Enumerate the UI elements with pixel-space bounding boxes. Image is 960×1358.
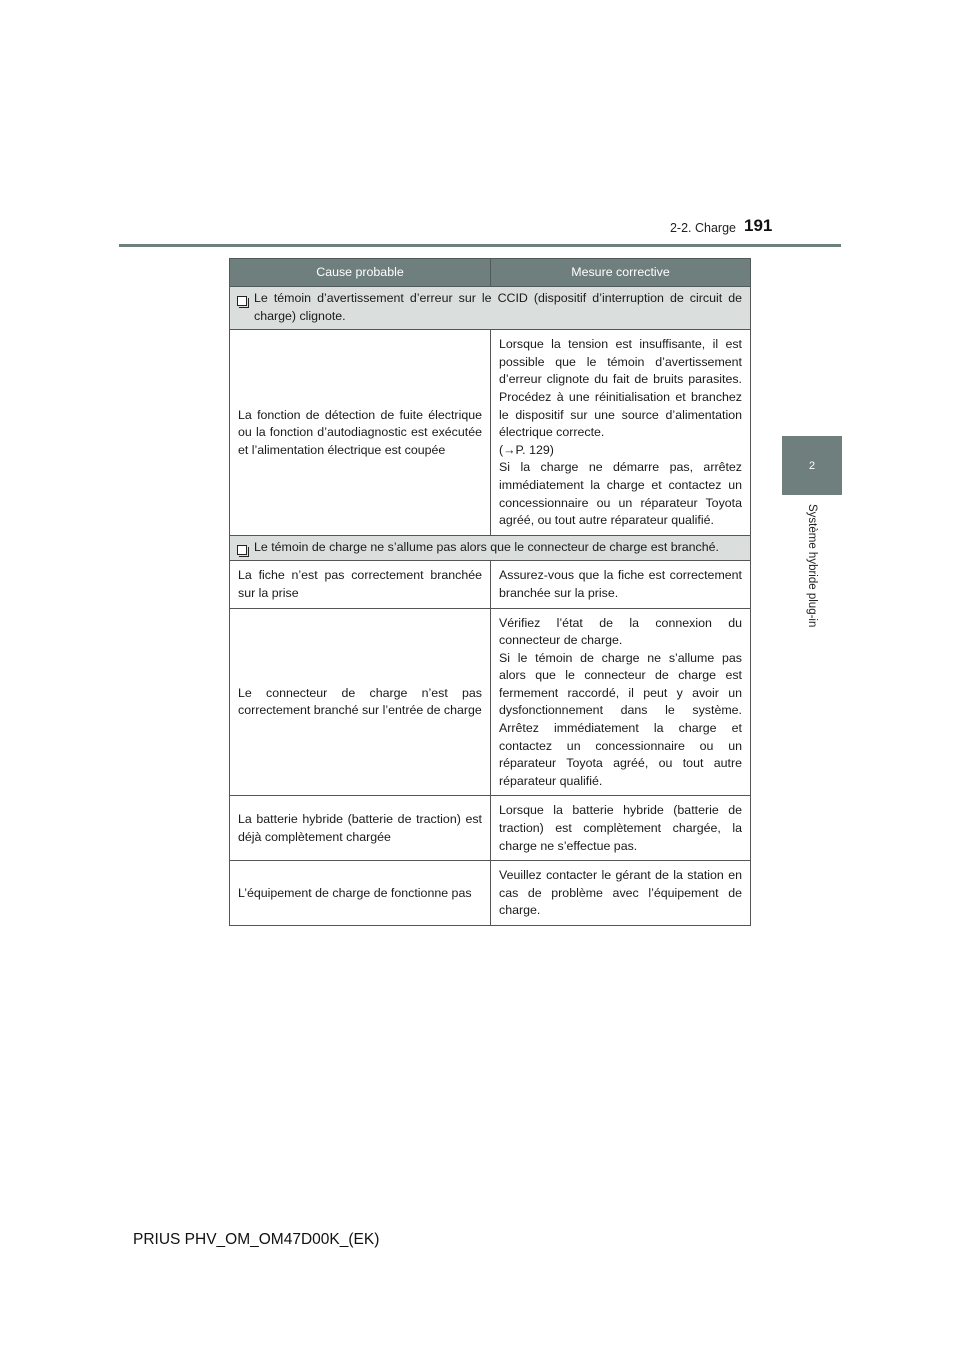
header-rule — [119, 244, 841, 247]
section-row — [230, 535, 751, 561]
table-row — [230, 608, 751, 796]
section-title-cell — [230, 535, 751, 561]
table-row — [230, 796, 751, 861]
table-row — [230, 561, 751, 608]
action-cell — [491, 608, 751, 796]
cause-cell: L’équipement de charge de fonctionne pas — [230, 861, 491, 926]
action-cell: Veuillez contacter le gérant de la station en cas de problème avec l’équipement de charge. — [491, 861, 751, 926]
cause-cell: La batterie hybride (batterie de traction) est déjà complètement chargée — [230, 796, 491, 861]
cause-cell: Le connecteur de charge n’est pas correctement branché sur l’entrée de charge — [230, 608, 491, 796]
section-title: Le témoin de charge ne s’allume pas alors que le connecteur de charge est branché. — [254, 539, 719, 554]
checkbox-bullet-icon — [237, 296, 247, 306]
document-id: PRIUS PHV_OM_OM47D00K_(EK) — [133, 1231, 380, 1248]
section-row — [230, 287, 751, 330]
action-cell — [491, 330, 751, 536]
table-row — [230, 861, 751, 926]
chapter-title-text: Système hybride plug-in — [806, 504, 818, 628]
chapter-title — [782, 504, 842, 654]
section-title: Le témoin d’avertissement d’erreur sur le CCID (dispositif d’interruption de circuit de charge) clignote. — [254, 291, 742, 323]
column-header-action: Mesure corrective — [491, 259, 751, 287]
action-extra-text: Si la charge ne démarre pas, arrêtez immédiatement la charge et contactez un concessionnaire ou un réparateur Toyota agréé, ou tout autre réparateur qualifié. — [499, 460, 742, 528]
action-text: Lorsque la tension est insuffisante, il est possible que le témoin d’avertissement d’erreur clignote du fait de bruits parasites. Procédez à une réinitialisation et branchez le dispositif sur une source d’alimentation électrique correcte. — [499, 337, 742, 440]
action-extra-text: Si le témoin de charge ne s’allume pas alors que le connecteur de charge est fermement raccordé, il peut y avoir un dysfonctionnement dans le système. Arrêtez immédiatement la charge et contactez un concessionnaire ou un réparateur Toyota agréé, ou tout autre réparateur qualifié. — [499, 650, 742, 788]
cause-cell: La fiche n’est pas correctement branchée sur la prise — [230, 561, 491, 608]
page-reference: (→P. 129) — [499, 442, 554, 457]
column-header-cause: Cause probable — [230, 259, 491, 287]
section-title-cell — [230, 287, 751, 330]
checkbox-bullet-icon — [237, 545, 247, 555]
section-label: 2-2. Charge — [669, 221, 736, 235]
troubleshooting-table — [229, 258, 751, 926]
table-row — [230, 330, 751, 536]
table-header-row — [230, 259, 751, 287]
cause-cell: La fonction de détection de fuite électrique ou la fonction d’autodiagnostic est exécutée et l’alimentation électrique est coupée — [230, 330, 491, 536]
action-text: Vérifiez l’état de la connexion du connecteur de charge. — [499, 615, 742, 648]
page-number: 191 — [744, 216, 773, 235]
action-cell: Lorsque la batterie hybride (batterie de traction) est complètement chargée, la charge ne s’effectue pas. — [491, 796, 751, 861]
action-cell: Assurez-vous que la fiche est correctement branchée sur la prise. — [491, 561, 751, 608]
chapter-tab: 2 — [782, 436, 842, 495]
